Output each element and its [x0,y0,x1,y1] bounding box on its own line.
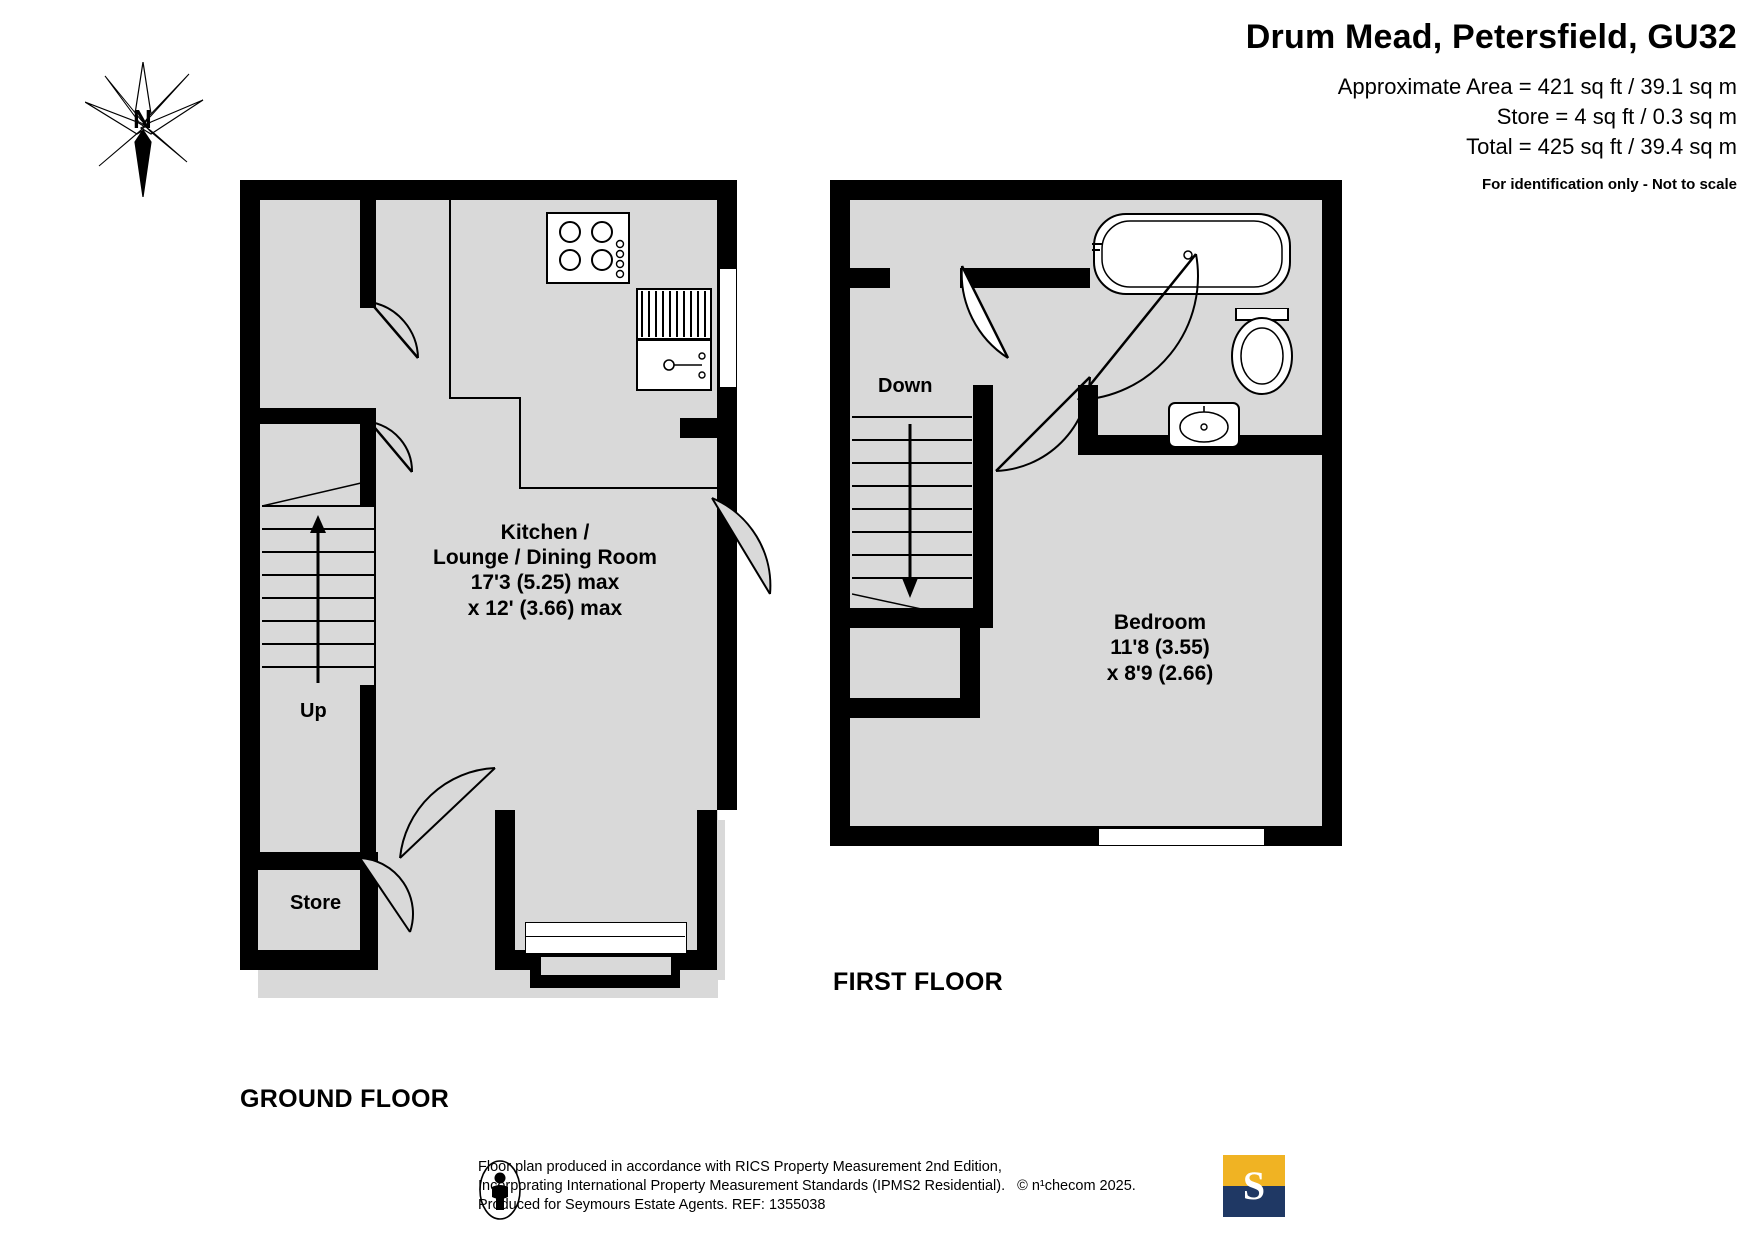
wall-ground-top [240,180,737,200]
seymours-logo [1223,1155,1285,1217]
footer-line-1: Floor plan produced in accordance with RICS Property Measurement 2nd Edition, [478,1159,1002,1175]
wall-ground-bottom-left [240,950,375,970]
room-name-line-1: Kitchen / [500,521,590,544]
wall-first-right [1322,180,1342,846]
wall-first-top [830,180,1342,200]
room-name-line-2: Lounge / Dining Room [433,546,657,569]
compass-rose-icon [85,62,205,197]
bedroom-dim-line-2: x 8'9 (2.66) [1106,662,1214,685]
footer-text [478,1158,1136,1215]
room-dim-line-2: x 12' (3.66) max [467,597,623,620]
door-swing-hall-mid [368,420,423,482]
wall-hall-horizontal [240,408,376,424]
stairs-handrail-line [262,458,376,508]
front-step-line [540,956,672,976]
bedroom-label [1020,610,1300,687]
kitchen-lounge-label [395,520,695,622]
area-summary [1338,72,1737,162]
door-swing-front-door [390,766,500,876]
logo-letter: S [1242,1163,1266,1208]
door-swing-bedroom [990,375,1100,485]
wall-first-bottom-left [830,826,990,846]
ground-floor-plan [240,180,820,980]
sink-icon [636,288,712,397]
area-line-store: Store = 4 sq ft / 0.3 sq m [1496,104,1737,129]
footer-line-3: Produced for Seymours Estate Agents. REF: 1355038 [478,1197,826,1213]
footer-line-2-wrap [478,1177,1136,1196]
stairs-up-label: Up [300,700,327,722]
stairs-down [852,416,972,600]
bedroom-name: Bedroom [1113,611,1207,634]
wall-first-left-upper [830,180,850,228]
window-ground-front-line [525,936,685,937]
first-floor-plan [830,180,1350,880]
room-dim-line-1: 17'3 (5.25) max [470,571,620,594]
disclaimer-text: For identification only - Not to scale [1481,176,1737,193]
door-swing-hall-top [368,300,430,370]
hob-icon [546,212,630,289]
toilet-icon [1222,308,1300,405]
wall-bedroom-partition-2 [848,698,978,718]
first-floor-label: FIRST FLOOR [833,968,1003,996]
window-ground-front [525,922,687,954]
wall-first-left-mid [830,228,850,830]
basin-icon [1168,402,1240,453]
footer-line-2: Incorporating International Property Measurement Standards (IPMS2 Residential). [478,1178,1006,1194]
door-swing-landing [960,262,1070,372]
stairs-down-label: Down [878,375,933,397]
door-swing-ground-right [710,496,810,606]
wall-landing-top [848,268,890,288]
area-line-approx: Approximate Area = 421 sq ft / 39.1 sq m [1337,74,1737,99]
footer-copyright: © n¹checom 2025. [1017,1178,1136,1194]
window-first-bottom [1098,828,1265,846]
area-line-total: Total = 425 sq ft / 39.4 sq m [1466,134,1737,159]
ground-floor-label: GROUND FLOOR [240,1085,450,1113]
page-title: Drum Mead, Petersfield, GU32 [1245,18,1737,56]
stairs-down-handrail-line [852,578,976,623]
bedroom-dim-line-1: 11'8 (3.55) [1110,636,1210,659]
store-label: Store [290,892,342,914]
wall-hall-vertical [360,198,376,308]
wall-ground-front-right [697,810,717,970]
stairs-up [262,505,374,685]
compass-north-label: N [133,104,152,134]
